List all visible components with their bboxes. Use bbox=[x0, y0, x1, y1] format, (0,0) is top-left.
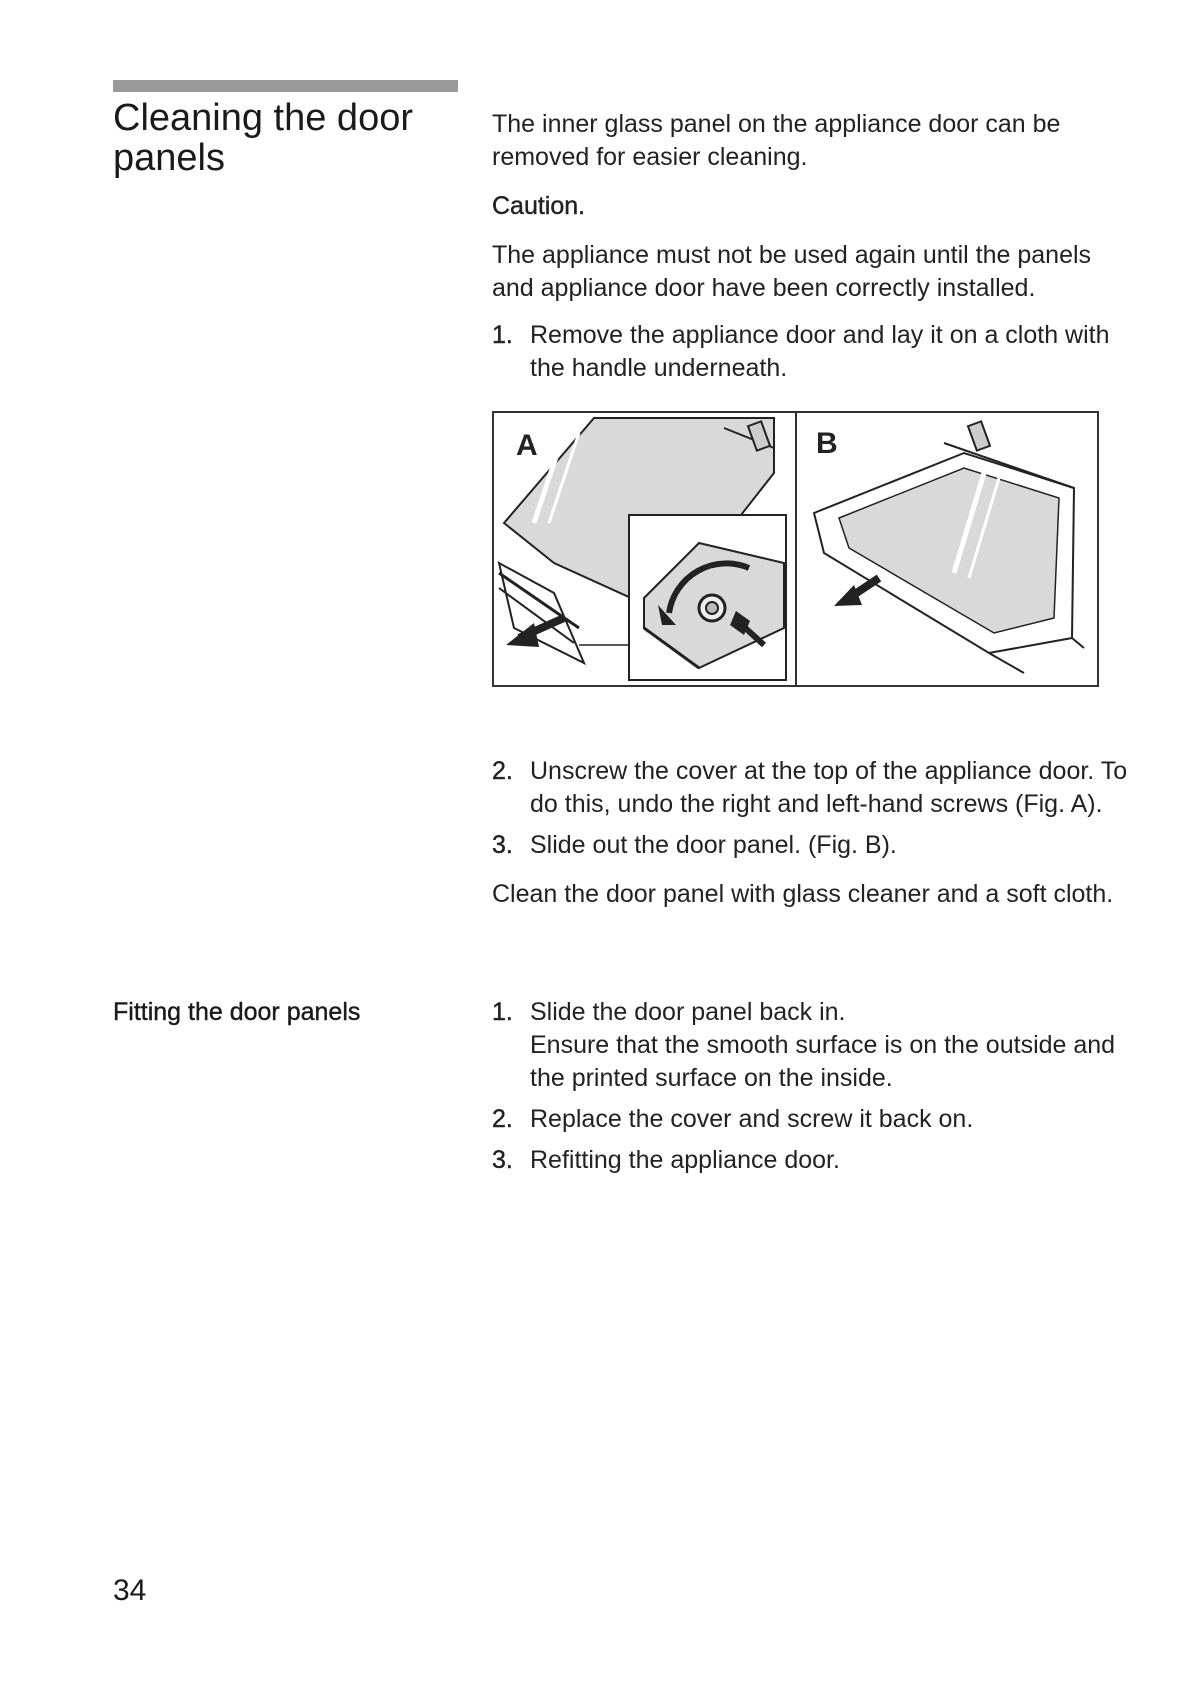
figure-b-drawing bbox=[814, 421, 1084, 673]
removal-step-1 bbox=[492, 319, 1132, 385]
step-text: Remove the appliance door and lay it on a cloth with the handle underneath. bbox=[530, 321, 1110, 382]
step-text: Slide out the door panel. (Fig. B). bbox=[530, 831, 897, 859]
step-number: 3. bbox=[492, 1146, 513, 1174]
step-number: 1. bbox=[492, 998, 513, 1026]
step-number: 3. bbox=[492, 831, 513, 859]
step-number: 2. bbox=[492, 757, 513, 785]
removal-steps-continued bbox=[492, 755, 1132, 911]
step-text: Refitting the appliance door. bbox=[530, 1146, 840, 1174]
fitting-steps bbox=[492, 996, 1132, 1177]
removal-step-2 bbox=[492, 755, 1132, 821]
caution-label: Caution. bbox=[492, 192, 586, 220]
step-text: Replace the cover and screw it back on. bbox=[530, 1105, 974, 1133]
page-number: 34 bbox=[113, 1574, 147, 1607]
caution-text: The appliance must not be used again until the panels and appliance door have been correctly installed. bbox=[492, 241, 1092, 302]
step-text: Slide the door panel back in. bbox=[530, 998, 846, 1026]
step-number: 1. bbox=[492, 321, 513, 349]
figure-a-label: A bbox=[516, 429, 538, 462]
figure-b-label: B bbox=[816, 427, 838, 460]
clean-text: Clean the door panel with glass cleaner and a soft cloth. bbox=[492, 880, 1114, 908]
step-text: Unscrew the cover at the top of the appliance door. To do this, undo the right and left-hand screws (Fig. A). bbox=[530, 757, 1128, 818]
fitting-step-2 bbox=[492, 1103, 1132, 1136]
fitting-heading: Fitting the door panels bbox=[113, 998, 361, 1026]
step-note: Ensure that the smooth surface is on the outside and the printed surface on the inside. bbox=[530, 1031, 1116, 1092]
fitting-step-1 bbox=[492, 996, 1132, 1095]
intro-block bbox=[492, 108, 1132, 385]
fitting-step-3 bbox=[492, 1144, 1132, 1177]
section-header-bar bbox=[113, 80, 458, 92]
door-panel-figure bbox=[492, 411, 1099, 687]
figure-a-drawing bbox=[499, 418, 786, 680]
figure-illustration bbox=[494, 413, 1097, 685]
removal-step-3 bbox=[492, 829, 1132, 862]
step-number: 2. bbox=[492, 1105, 513, 1133]
intro-text: The inner glass panel on the appliance door can be removed for easier cleaning. bbox=[492, 110, 1061, 171]
page-title: Cleaning the door panels bbox=[113, 97, 413, 179]
